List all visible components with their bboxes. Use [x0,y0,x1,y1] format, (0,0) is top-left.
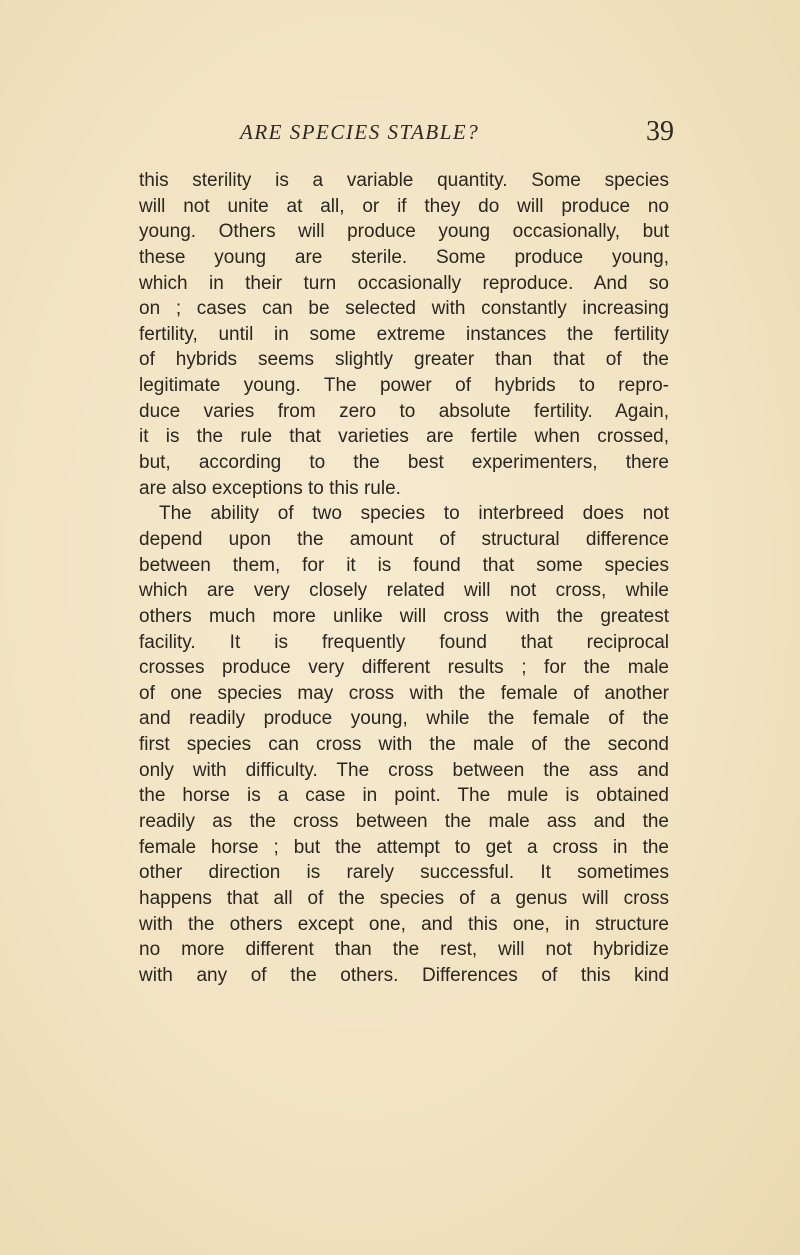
text-line: these young are sterile. Some produce young, [139,246,669,268]
paragraph-start-line: The ability of two species to interbreed does not [159,503,669,525]
text-line: which are very closely related will not cross, while [139,580,669,602]
text-line: duce varies from zero to absolute fertility. Again, [139,400,669,422]
text-line: readily as the cross between the male ass and the [139,811,669,833]
text-line: depend upon the amount of structural difference [139,528,669,550]
text-line: of hybrids seems slightly greater than that of the [139,349,669,371]
text-line: others much more unlike will cross with the greatest [139,605,669,627]
text-line: with the others except one, and this one, in structure [139,913,669,935]
text-line: and readily produce young, while the female of the [139,708,669,730]
text-line: legitimate young. The power of hybrids to repro- [139,375,669,397]
text-line: first species can cross with the male of the second [139,734,669,756]
text-line: no more different than the rest, will not hybridize [139,939,669,961]
running-title: ARE SPECIES STABLE? [240,120,480,144]
text-line: which in their turn occasionally reproduce. And so [139,272,669,294]
text-line: between them, for it is found that some species [139,554,669,576]
page-number: 39 [646,116,674,147]
text-line: on ; cases can be selected with constantly increasing [139,298,669,320]
text-line: facility. It is frequently found that reciprocal [139,631,669,653]
text-line: the horse is a case in point. The mule is obtained [139,785,669,807]
body-text [139,168,669,989]
text-line: fertility, until in some extreme instances the fertility [139,323,669,345]
text-line: of one species may cross with the female of another [139,682,669,704]
text-line: are also exceptions to this rule. [139,477,401,499]
text-line: this sterility is a variable quantity. Some species [139,170,669,191]
text-line: with any of the others. Differences of this kind [139,964,669,986]
text-line: crosses produce very different results ; for the male [139,657,669,679]
running-head [0,116,800,152]
text-line: but, according to the best experimenters, there [139,452,669,474]
text-line: happens that all of the species of a genus will cross [139,887,669,909]
text-line: female horse ; but the attempt to get a cross in the [139,836,669,858]
text-line: other direction is rarely successful. It sometimes [139,862,669,884]
text-line: it is the rule that varieties are fertile when crossed, [139,426,669,448]
text-line: only with difficulty. The cross between the ass and [139,759,669,781]
text-line: will not unite at all, or if they do will produce no [139,195,669,217]
text-line: young. Others will produce young occasionally, but [139,221,669,243]
